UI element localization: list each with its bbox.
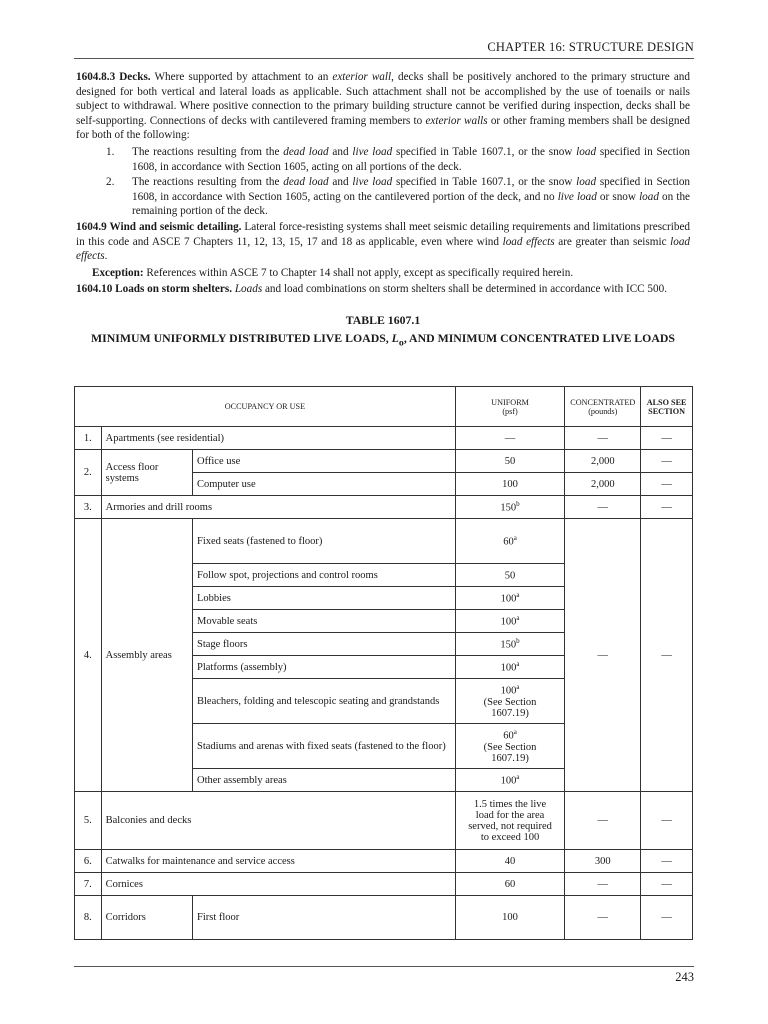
sub-label: Platforms (assembly) [192, 656, 455, 679]
row-number: 8. [75, 896, 102, 940]
footnote-mark: b [516, 500, 520, 509]
row-label: Cornices [101, 873, 455, 896]
defined-term: Loads [234, 283, 263, 296]
header-label: ALSO SEE [646, 397, 687, 407]
concentrated-value: — [565, 496, 641, 519]
sub-label: Office use [192, 450, 455, 473]
table-row [75, 873, 693, 896]
row-number: 2. [75, 450, 102, 496]
also-see-value: — [641, 792, 693, 850]
text-run: on the remaining portion of the deck. [132, 190, 691, 218]
uniform-value [455, 656, 564, 679]
list-number: 1. [106, 145, 115, 158]
header-occupancy: OCCUPANCY OR USE [75, 387, 456, 427]
list-number: 2. [106, 176, 115, 189]
body-text [76, 70, 690, 353]
also-see-value: — [641, 873, 693, 896]
text-run: and [328, 176, 353, 189]
footnote-mark: a [516, 614, 520, 623]
uniform-value [455, 679, 564, 724]
text-run: specified in Table 1607.1, or the snow [392, 145, 577, 158]
text-run: are greater than seismic [554, 235, 671, 248]
uniform-value: 50 [455, 450, 564, 473]
text-run: specified in Section 1608, in accordance with Section 1605, acting on the cantilevered portion of the deck, and no [132, 176, 691, 203]
defined-term: load effects [502, 235, 555, 248]
uniform-value [455, 564, 564, 587]
row-label: Assembly areas [101, 519, 192, 792]
concentrated-value: 2,000 [565, 450, 641, 473]
defined-term: live load [557, 190, 597, 203]
concentrated-value: — [565, 896, 641, 940]
text-run: Where supported by attachment to an [150, 71, 333, 83]
header-also-see [641, 387, 693, 427]
defined-term: exterior walls [425, 114, 488, 127]
also-see-value: — [641, 473, 693, 496]
also-see-value: — [641, 427, 693, 450]
section-1604-8-3 [76, 70, 690, 143]
footnote-mark: a [516, 773, 520, 782]
section-heading: 1604.9 Wind and seismic detailing. [76, 220, 242, 233]
sub-label: First floor [192, 896, 455, 940]
list-text [132, 145, 690, 174]
text-run: , decks shall be positively anchored to the primary structure and designed for both vertical and lateral loads as applicable. Such attachment shall not be accomplished by the use of toenails or nails subject to withdrawal. Where positive connection to the primary building structure cannot be verified during inspection, decks shall be self-supporting. Connections of decks with cantilevered framing members to [76, 71, 690, 127]
uniform-value [455, 633, 564, 656]
defined-term: dead load [283, 145, 329, 158]
row-number: 5. [75, 792, 102, 850]
value-line: 1.5 times the live [473, 798, 547, 810]
value: 100 [500, 616, 517, 628]
row-number: 4. [75, 519, 102, 792]
also-see-value: — [641, 450, 693, 473]
row-number: 7. [75, 873, 102, 896]
value-line: load for the area [475, 809, 545, 821]
value: 100 [500, 775, 517, 787]
row-number: 3. [75, 496, 102, 519]
sub-label: Computer use [192, 473, 455, 496]
section-note: 1607.19) [491, 707, 529, 719]
header-label: SECTION [648, 406, 686, 416]
value: 100 [500, 685, 517, 697]
value: 100 [500, 593, 517, 605]
table-title: TABLE 1607.1 [345, 312, 421, 327]
text-run: MINIMUM UNIFORMLY DISTRIBUTED LIVE LOADS, [91, 330, 392, 345]
footnote-mark: a [516, 591, 520, 600]
list-item [76, 175, 690, 219]
also-see-value: — [641, 896, 693, 940]
footnote-mark: a [516, 683, 520, 692]
sub-label: Bleachers, folding and telescopic seating and grandstands [192, 679, 455, 724]
table-row [75, 896, 693, 940]
uniform-value: 100 [455, 473, 564, 496]
defined-term: exterior wall [332, 71, 392, 83]
list-text [132, 175, 690, 219]
text-run: or snow [596, 190, 640, 203]
table-row [75, 496, 693, 519]
section-heading: 1604.8.3 Decks. [76, 71, 151, 83]
sub-label: Other assembly areas [192, 769, 455, 792]
also-see-value: — [641, 850, 693, 873]
section-1604-10 [76, 282, 690, 297]
uniform-value [455, 496, 564, 519]
value: 100 [500, 662, 517, 674]
text-run: , AND MINIMUM CONCENTRATED LIVE LOADS [403, 330, 675, 345]
sub-label: Lobbies [192, 587, 455, 610]
header-label: CONCENTRATED [570, 397, 636, 407]
symbol: L [391, 330, 399, 345]
text-run: Lateral force-resisting systems shall meet seismic detailing requirements and limitations prescribed in this code and ASCE 7 Chapters 11, 12, 13, 15, 17 and 18 as applicable, even where wind [76, 220, 690, 248]
also-see-value: — [641, 496, 693, 519]
text-run: specified in Section 1608, in accordance with Section 1605, acting on all portions of the deck. [132, 145, 691, 173]
value: 60 [503, 730, 514, 742]
header-concentrated [565, 387, 641, 427]
sub-label: Stage floors [192, 633, 455, 656]
defined-term: load [639, 190, 659, 203]
table-subtitle [76, 331, 690, 350]
row-label: Corridors [101, 896, 192, 940]
defined-term: live load [352, 176, 393, 189]
concentrated-value: — [565, 792, 641, 850]
text-run: or other framing members shall be designed for both of the following: [76, 114, 691, 142]
row-label: Apartments (see residential) [101, 427, 455, 450]
uniform-value [455, 792, 564, 850]
also-see-value: — [641, 519, 693, 792]
table-row [75, 450, 693, 473]
text-run: . [104, 250, 108, 263]
text-run: The reactions resulting from the [132, 145, 284, 158]
footnote-mark: a [516, 660, 520, 669]
section-note: 1607.19) [491, 752, 529, 764]
text-run: References within ASCE 7 to Chapter 14 shall not apply, except as specifically required herein. [143, 266, 574, 279]
section-note: (See Section [483, 696, 537, 708]
header-unit: (psf) [502, 406, 518, 416]
table-row [75, 519, 693, 564]
concentrated-value: 300 [565, 850, 641, 873]
list-item [76, 145, 690, 174]
defined-term: load effects [76, 235, 691, 263]
header-unit: (pounds) [588, 406, 618, 416]
header-divider [74, 58, 694, 59]
footnote-mark: a [513, 728, 517, 737]
symbol-subscript: o [398, 337, 404, 349]
uniform-value [455, 610, 564, 633]
defined-term: dead load [283, 176, 329, 189]
value: 50 [504, 570, 516, 582]
table-row [75, 792, 693, 850]
row-number: 6. [75, 850, 102, 873]
uniform-value: — [455, 427, 564, 450]
header-label: UNIFORM [491, 397, 529, 407]
text-run: specified in Table 1607.1, or the snow [392, 176, 577, 189]
value-line: to exceed 100 [480, 831, 540, 843]
row-label: Access floor systems [101, 450, 192, 496]
defined-term: load [576, 176, 597, 189]
section-1604-9 [76, 220, 690, 264]
text-run: and load combinations on storm shelters shall be determined in accordance with ICC 500. [262, 283, 667, 296]
footer-divider [74, 966, 694, 967]
footnote-mark: a [513, 534, 517, 543]
uniform-value: 100 [455, 896, 564, 940]
chapter-header: CHAPTER 16: STRUCTURE DESIGN [487, 40, 694, 54]
value-line: served, not required [468, 820, 552, 832]
text-run: The reactions resulting from the [132, 176, 284, 189]
table-row [75, 850, 693, 873]
value: 150 [500, 502, 517, 514]
uniform-value [455, 587, 564, 610]
exception-note [76, 266, 690, 281]
page-number: 243 [675, 970, 694, 984]
concentrated-value: — [565, 873, 641, 896]
defined-term: load [576, 145, 597, 158]
table-header-row [75, 387, 693, 427]
value: 150 [500, 639, 517, 651]
concentrated-value: 2,000 [565, 473, 641, 496]
uniform-value [455, 519, 564, 564]
text-run: and [328, 145, 353, 158]
sub-label: Movable seats [192, 610, 455, 633]
sub-label: Follow spot, projections and control rooms [192, 564, 455, 587]
row-label: Catwalks for maintenance and service access [101, 850, 455, 873]
live-loads-table [74, 386, 693, 940]
uniform-value [455, 724, 564, 769]
section-note: (See Section [483, 741, 537, 753]
row-label: Armories and drill rooms [101, 496, 455, 519]
uniform-value [455, 769, 564, 792]
concentrated-value: — [565, 427, 641, 450]
footnote-mark: b [516, 637, 520, 646]
uniform-value: 60 [455, 873, 564, 896]
exception-label: Exception: [92, 266, 144, 279]
row-label: Balconies and decks [101, 792, 455, 850]
table-row [75, 427, 693, 450]
concentrated-value: — [565, 519, 641, 792]
value: 60 [503, 536, 514, 548]
row-number: 1. [75, 427, 102, 450]
uniform-value: 40 [455, 850, 564, 873]
defined-term: live load [352, 145, 393, 158]
sub-label: Stadiums and arenas with fixed seats (fastened to the floor) [192, 724, 455, 769]
header-uniform [455, 387, 564, 427]
sub-label: Fixed seats (fastened to floor) [192, 519, 455, 564]
section-heading: 1604.10 Loads on storm shelters. [76, 283, 233, 296]
